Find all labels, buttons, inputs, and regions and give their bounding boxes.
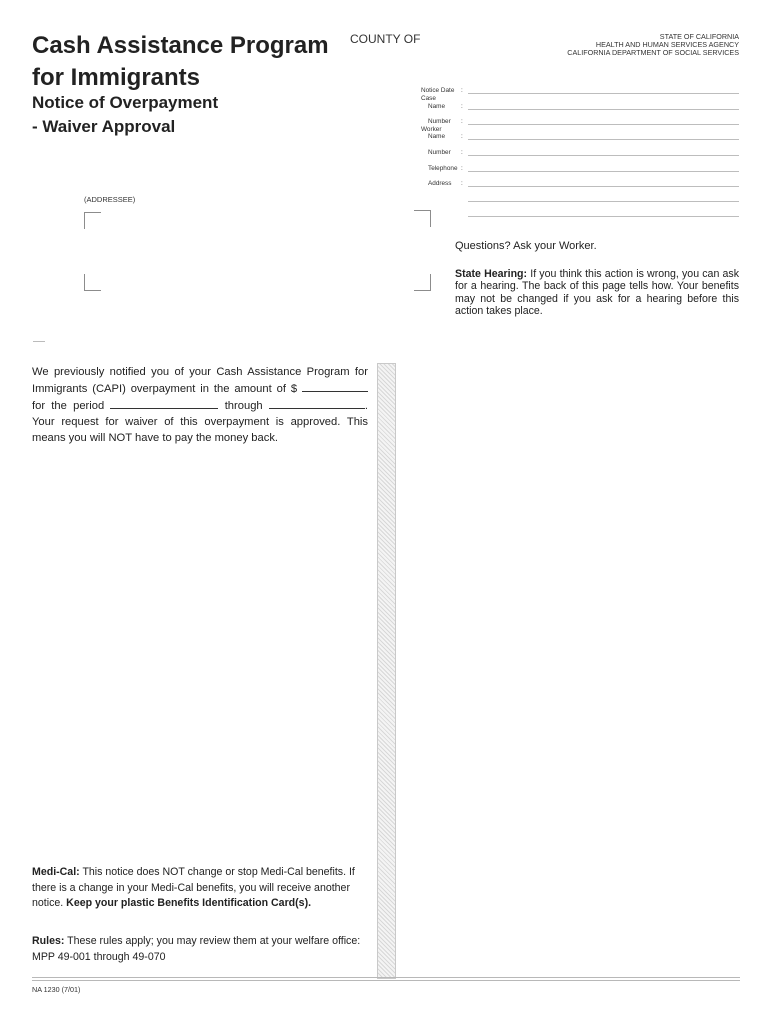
overpayment-message (32, 364, 368, 446)
notice-title-line1: Notice of Overpayment (32, 93, 219, 112)
agency-hhs: HEALTH AND HUMAN SERVICES AGENCY (595, 40, 739, 49)
notice-date-field[interactable] (468, 93, 739, 94)
worker-label: Worker (421, 126, 442, 133)
rules-section (32, 934, 367, 965)
address-field-1[interactable] (468, 186, 739, 187)
address-label: Address (428, 180, 452, 187)
worker-number-field[interactable] (468, 155, 739, 156)
addressee-corner-bottom-right (414, 274, 431, 291)
address-colon: : (461, 180, 463, 187)
rules-label: Rules: (32, 935, 65, 947)
notice-date-label: Notice Date (421, 87, 455, 94)
message-part4: . (364, 400, 369, 412)
telephone-field[interactable] (468, 171, 739, 172)
period-end-blank[interactable] (269, 397, 365, 409)
worker-number-colon: : (461, 149, 463, 156)
medi-cal-bold-text: Keep your plastic Benefits Identification Card(s). (66, 897, 312, 909)
notice-date-colon: : (461, 87, 463, 94)
agency-cdss: CALIFORNIA DEPARTMENT OF SOCIAL SERVICES (567, 48, 739, 57)
worker-name-label: Name (428, 133, 446, 140)
program-title-line1: Cash Assistance Program (32, 32, 329, 59)
case-label: Case (421, 95, 436, 102)
county-label: COUNTY OF (350, 32, 421, 46)
message-part3: through (224, 400, 263, 412)
medi-cal-text: This notice does NOT change or stop Medi-Cal benefits. If there is a change in your Medi-Cal benefits, you will receive another notice. (32, 866, 355, 909)
case-name-colon: : (461, 103, 463, 110)
addressee-corner-top-left (84, 212, 101, 229)
case-name-field[interactable] (468, 109, 739, 110)
case-number-label: Number (428, 118, 451, 125)
medi-cal-section (32, 865, 367, 912)
addressee-corner-top-right (414, 210, 431, 227)
case-name-label: Name (428, 103, 446, 110)
questions-text: Questions? Ask your Worker. (455, 240, 597, 252)
message-part2: for the period (32, 400, 105, 412)
bottom-rule-1 (32, 977, 740, 978)
worker-name-colon: : (461, 133, 463, 140)
agency-block (567, 33, 739, 57)
addressee-label: (ADDRESSEE) (84, 195, 136, 204)
period-start-blank[interactable] (110, 397, 218, 409)
bottom-rule-2 (32, 980, 740, 981)
state-hearing-text (455, 268, 739, 317)
telephone-colon: : (461, 165, 463, 172)
case-number-field[interactable] (468, 124, 739, 125)
message-part1: We previously notified you of your Cash Assistance Program for Immigrants (CAPI) overpayment in the amount of $ (32, 366, 368, 395)
rules-text: These rules apply; you may review them at your welfare office: MPP 49-001 through 49-070 (32, 935, 361, 963)
telephone-label: Telephone (428, 165, 458, 172)
program-title-line2: for Immigrants (32, 64, 201, 91)
program-title (32, 30, 329, 94)
address-field-3[interactable] (468, 216, 739, 217)
state-hearing-label: State Hearing: (455, 268, 528, 280)
divider-stripe (377, 363, 396, 979)
amount-blank[interactable] (302, 380, 368, 392)
address-field-2[interactable] (468, 201, 739, 202)
notice-title-line2: - Waiver Approval (32, 117, 176, 136)
medi-cal-label: Medi-Cal: (32, 866, 80, 878)
state-hearing-body: If you think this action is wrong, you can ask for a hearing. The back of this page tells how. Your benefits may not be changed if you ask for a hearing before this action takes place. (455, 268, 740, 317)
form-number: NA 1230 (7/01) (32, 985, 81, 994)
message-part5: Your request for waiver of this overpayment is approved. This means you will NOT have to pay the money back. (32, 416, 368, 444)
fold-mark (33, 341, 45, 342)
worker-number-label: Number (428, 149, 451, 156)
notice-title (32, 91, 218, 139)
case-number-colon: : (461, 118, 463, 125)
addressee-corner-bottom-left (84, 274, 101, 291)
agency-state: STATE OF CALIFORNIA (659, 32, 739, 41)
worker-name-field[interactable] (468, 139, 739, 140)
